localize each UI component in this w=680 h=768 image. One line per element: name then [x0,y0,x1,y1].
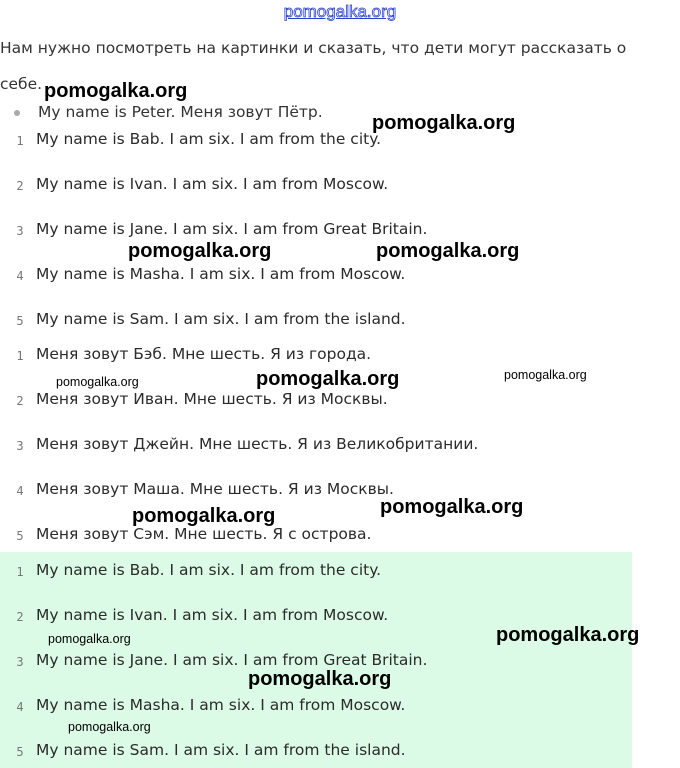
item-number: 2 [16,179,24,193]
item-number: 1 [16,134,24,148]
item-number: 2 [16,394,24,408]
watermark: pomogalka.org [376,240,520,262]
item-text: Меня зовут Бэб. Мне шесть. Я из города. [36,345,372,363]
item-number: 5 [16,314,24,328]
item-text: My name is Jane. I am six. I am from Great Britain. [36,651,428,669]
watermark: pomogalka.org [248,668,392,690]
watermark: pomogalka.org [496,624,640,646]
item-text: My name is Masha. I am six. I am from Moscow. [36,265,406,283]
item-number: 5 [16,529,24,543]
item-number: 1 [16,565,24,579]
watermark: pomogalka.org [128,240,272,262]
site-link[interactable]: pomogalka.org [283,2,397,21]
item-text: My name is Ivan. I am six. I am from Moscow. [36,606,389,624]
watermark: pomogalka.org [68,720,151,734]
item-text: My name is Bab. I am six. I am from the city. [36,561,382,579]
item-number: 5 [16,745,24,759]
item-number: 1 [16,349,24,363]
watermark: pomogalka.org [56,375,139,389]
example-text: My name is Peter. Меня зовут Пётр. [38,103,323,121]
watermark: pomogalka.org [132,505,276,527]
item-number: 4 [16,269,24,283]
item-text: Меня зовут Джейн. Мне шесть. Я из Великобритании. [36,435,479,453]
item-number: 4 [16,700,24,714]
bullet-icon [14,110,20,116]
item-text: Меня зовут Сэм. Мне шесть. Я с острова. [36,525,372,543]
watermark: pomogalka.org [380,496,524,518]
item-text: My name is Sam. I am six. I am from the island. [36,741,406,759]
item-number: 4 [16,484,24,498]
watermark: pomogalka.org [48,632,131,646]
item-text: My name is Ivan. I am six. I am from Moscow. [36,175,389,193]
item-text: Меня зовут Иван. Мне шесть. Я из Москвы. [36,390,388,408]
item-text: My name is Jane. I am six. I am from Great Britain. [36,220,428,238]
example-line [14,103,323,121]
item-number: 3 [16,439,24,453]
item-text: My name is Bab. I am six. I am from the city. [36,130,382,148]
intro-text: Нам нужно посмотреть на картинки и сказать, что дети могут рассказать о себе. [0,39,627,93]
watermark: pomogalka.org [504,368,587,382]
item-text: My name is Masha. I am six. I am from Moscow. [36,696,406,714]
item-number: 2 [16,610,24,624]
item-text: Меня зовут Маша. Мне шесть. Я из Москвы. [36,480,394,498]
item-number: 3 [16,224,24,238]
watermark: pomogalka.org [44,80,188,102]
item-number: 3 [16,655,24,669]
item-text: My name is Sam. I am six. I am from the island. [36,310,406,328]
watermark: pomogalka.org [372,112,516,134]
watermark: pomogalka.org [256,368,400,390]
